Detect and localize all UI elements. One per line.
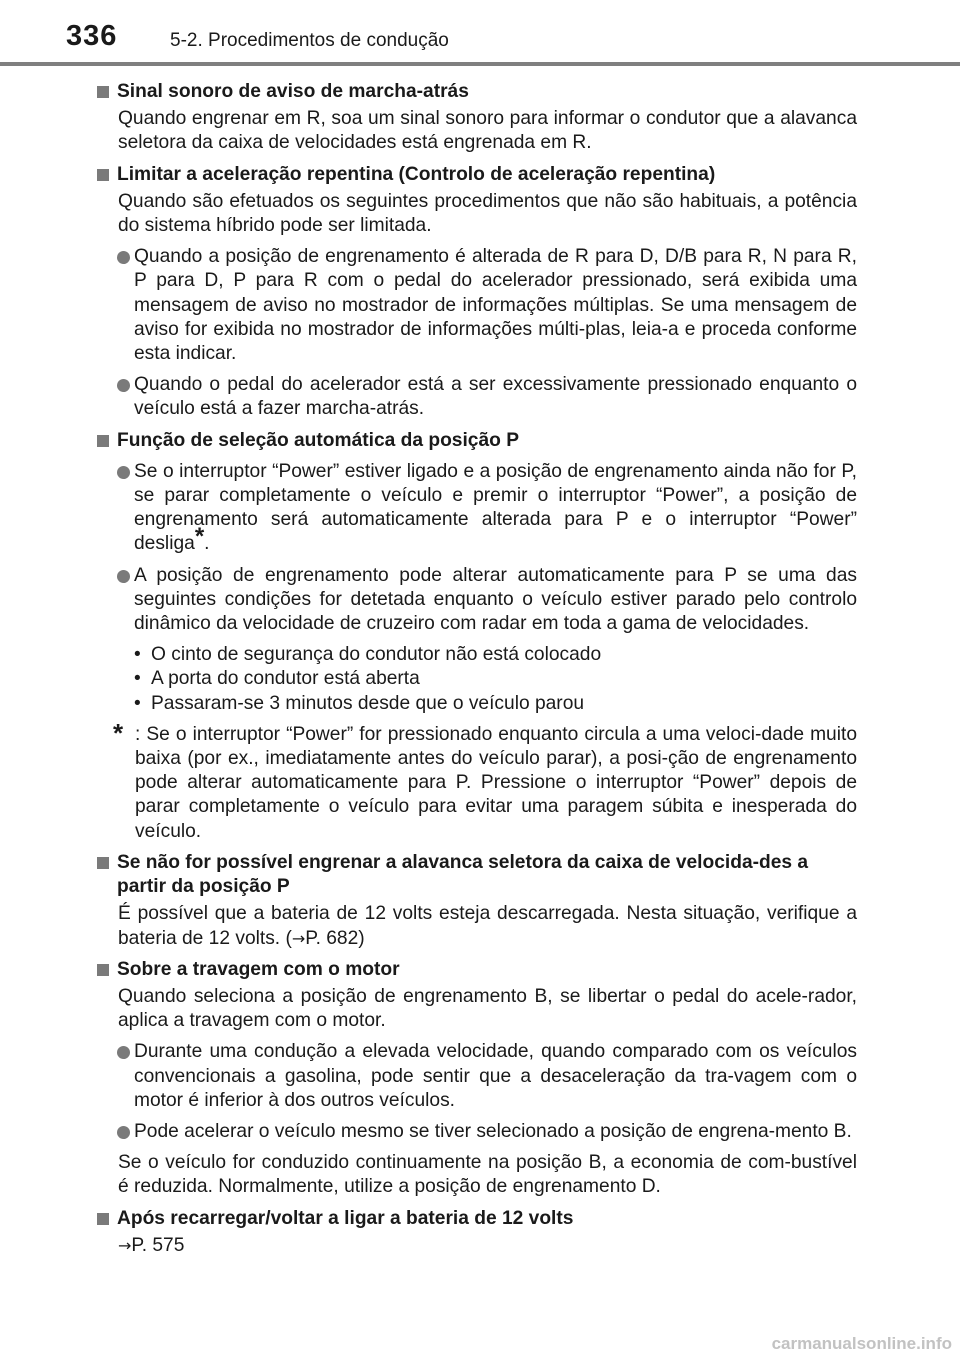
paragraph: Quando são efetuados os seguintes procedimentos que não são habituais, a potência do sistema híbrido pode ser limitada. <box>118 190 857 237</box>
list-item <box>134 692 857 716</box>
page-reference-text: P. 575 <box>131 1234 185 1256</box>
list-item-text: Passaram-se 3 minutos desde que o veículo parou <box>151 692 585 714</box>
bullet-dot <box>117 251 130 264</box>
heading-text: Sinal sonoro de aviso de marcha-atrás <box>117 81 469 102</box>
section-heading <box>97 1207 857 1231</box>
section-heading <box>97 429 857 453</box>
bullet-text: Durante uma condução a elevada velocidade, quando comparado com os veículos convencionais a gasolina, pode sentir que a desaceleração da tra-vagem com o motor é inferior à dos outros veículos. <box>134 1041 857 1111</box>
chapter-title: 5-2. Procedimentos de condução <box>170 30 449 51</box>
paragraph <box>97 902 857 950</box>
section-reverse-buzzer <box>97 80 857 156</box>
section-square-marker <box>97 169 109 181</box>
paragraph <box>97 1234 857 1258</box>
list-item <box>134 667 857 691</box>
page-number: 336 <box>66 20 118 52</box>
footnote-text: : Se o interruptor “Power” for pressionado enquanto circula a uma veloci-dade muito baixa (por ex., imediatamente antes do veículo parar), a posi-ção de engrenamento pode alterar automaticamente para P. Pressione o interruptor “Power” depois de parar completamente o veículo para evitar uma paragem súbita e inesperada do veículo. <box>135 723 857 842</box>
list-item <box>134 643 857 667</box>
section-after-battery-reconnect <box>97 1207 857 1258</box>
bullet-dot <box>117 466 130 479</box>
section-square-marker <box>97 1213 109 1225</box>
condition-list <box>97 643 857 716</box>
section-heading <box>97 851 857 899</box>
paragraph: Se o veículo for conduzido continuamente na posição B, a economia de com-bustível é reduzida. Normalmente, utilize a posição de engrenamento D. <box>118 1152 857 1198</box>
list-item-text: O cinto de segurança do condutor não está colocado <box>151 644 602 666</box>
bullet-item <box>97 1120 857 1144</box>
bullet-text-end: . <box>204 533 210 555</box>
bullet-item <box>97 460 857 557</box>
bullet-item <box>97 564 857 637</box>
arrow-right-icon: → <box>118 1235 132 1255</box>
header-rule <box>0 62 960 66</box>
heading-text: Após recarregar/voltar a ligar a bateria de 12 volts <box>117 1207 574 1229</box>
footnote <box>97 717 857 844</box>
bullet-dot <box>117 1046 130 1059</box>
section-engine-braking <box>97 958 857 1200</box>
bullet-item <box>97 1040 857 1113</box>
paragraph-text: É possível que a bateria de 12 volts esteja descarregada. Nesta situação, verifique a bateria de 12 volts. ( <box>118 903 857 949</box>
paragraph: Quando seleciona a posição de engrenamento B, se libertar o pedal do acele-rador, aplica a travagem com o motor. <box>118 985 857 1032</box>
section-square-marker <box>97 435 109 447</box>
page-reference[interactable] <box>292 928 365 949</box>
bullet-text: Quando o pedal do acelerador está a ser excessivamente pressionado enquanto o veículo está a fazer marcha-atrás. <box>134 374 857 420</box>
section-square-marker <box>97 857 109 869</box>
paragraph: Quando engrenar em R, soa um sinal sonoro para informar o condutor que a alavanca seletora da caixa de velocidades está engrenada em R. <box>118 108 857 154</box>
bullet-item <box>97 373 857 421</box>
list-item-text: A porta do condutor está aberta <box>151 668 420 690</box>
section-square-marker <box>97 86 109 98</box>
section-sudden-acceleration <box>97 163 857 422</box>
bullet-dot <box>117 1126 130 1139</box>
section-cannot-shift-from-p <box>97 851 857 951</box>
bullet-dot <box>117 379 130 392</box>
section-heading <box>97 958 857 982</box>
page-reference[interactable] <box>118 1235 184 1256</box>
list-marker: • <box>134 692 141 714</box>
bullet-text: Quando a posição de engrenamento é alterada de R para D, D/B para R, N para R, P para D, P para R com o pedal do acelerador pressionado, será exibida uma mensagem de aviso no mostrador de informações múltiplas. Se uma mensagem de aviso for exibida no mostrador de informações múlti-plas, leia-a e proceda conforme esta indicar. <box>134 246 857 365</box>
bullet-text: Pode acelerar o veículo mesmo se tiver selecionado a posição de engrena-mento B. <box>134 1120 852 1142</box>
section-heading <box>97 163 857 187</box>
page-reference-text: P. 682) <box>305 927 365 949</box>
page-header <box>0 0 960 70</box>
heading-text: Função de seleção automática da posição P <box>117 429 520 451</box>
bullet-text: Se o interruptor “Power” estiver ligado e a posição de engrenamento ainda não for P, se parar completamente o veículo e premir o interruptor “Power”, a posição de engrenamento será automaticamente alterada para P e o interruptor “Power” desliga <box>134 460 857 555</box>
bullet-dot <box>117 570 130 583</box>
footnote-star: * <box>113 717 124 748</box>
heading-text: Sobre a travagem com o motor <box>117 958 400 980</box>
heading-text: Se não for possível engrenar a alavanca seletora da caixa de velocida-des a partir da posição P <box>117 851 809 898</box>
list-marker: • <box>134 668 141 690</box>
bullet-text: A posição de engrenamento pode alterar automaticamente para P se uma das seguintes condições for detetada enquanto o veículo estiver parado pelo controlo dinâmico da velocidade de cruzeiro com radar em toda a gama de velocidades. <box>134 564 857 635</box>
arrow-right-icon: → <box>291 928 306 948</box>
section-auto-p-selection <box>97 429 857 844</box>
footnote-reference-star: * <box>194 523 205 551</box>
section-heading <box>97 80 857 104</box>
watermark: carmanualsonline.info <box>771 1334 952 1353</box>
page-content <box>97 74 857 1258</box>
heading-text: Limitar a aceleração repentina (Controlo de aceleração repentina) <box>117 163 716 185</box>
section-square-marker <box>97 964 109 976</box>
bullet-item <box>97 245 857 366</box>
list-marker: • <box>134 644 141 666</box>
